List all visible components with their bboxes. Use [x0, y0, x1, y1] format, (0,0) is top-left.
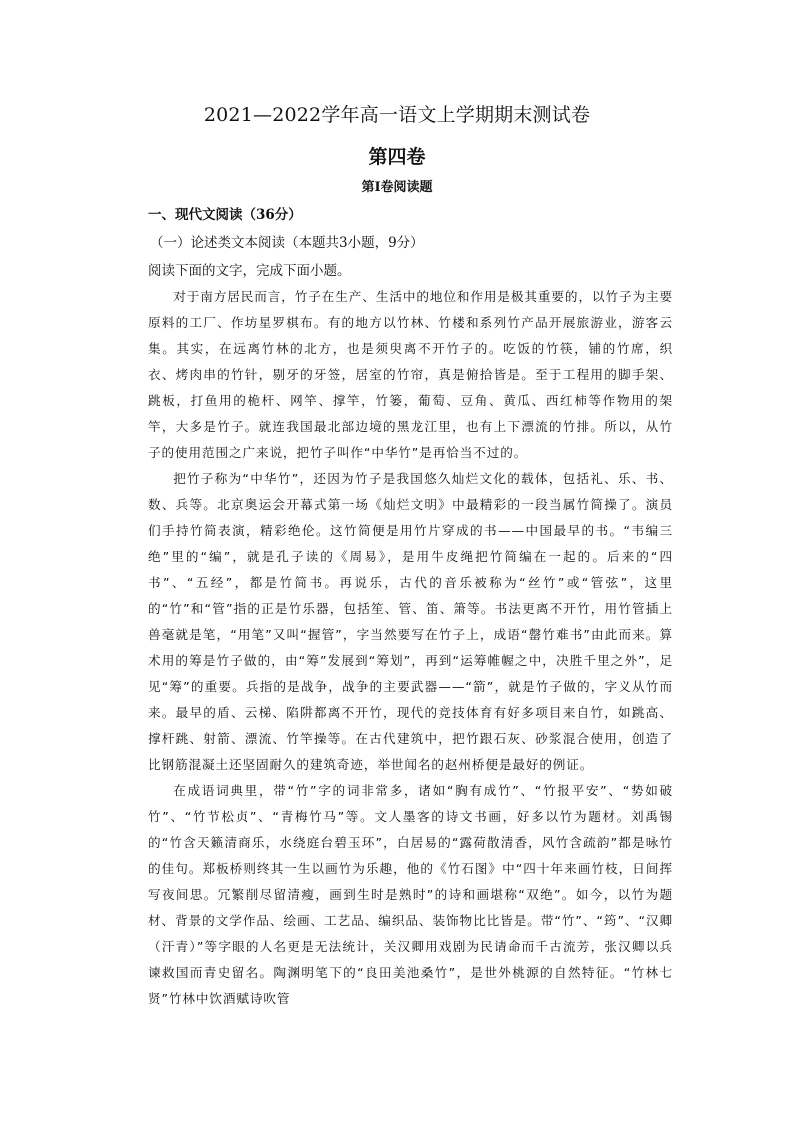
subvolume-heading: 第Ⅰ卷阅读题: [361, 180, 433, 195]
passage-paragraph: 在成语词典里，带“竹”字的词非常多，诸如“胸有成竹”、“竹报平安”、“势如破竹”、“竹节松贞”、“青梅竹马”等。文人墨客的诗文书画，好多以竹为题材。刘禹锡的“竹含天籁清商乐，水绕庭台碧玉环”，白居易的“露荷散清香，风竹含疏韵”都是咏竹的佳句。郑板桥则终其一生以画竹为乐趣，他的《竹石图》中“四十年来画竹枝，日间挥写夜间思。冗繁削尽留清瘦，画到生时是熟时”的诗和画堪称“双绝”。如今，以竹为题材、背景的文学作品、绘画、工艺品、编织品、装饰物比比皆是。带“竹”、“筠”、“汉卿（汗青）”等字眼的人名更是无法统计，关汉卿用戏剧为民请命而千古流芳，张汉卿以兵谏救国而青史留名。陶渊明笔下的“良田美池桑竹”，是世外桃源的自然特征。“竹林七贤”竹林中饮酒赋诗吹管: [148, 783, 673, 1006]
exam-title: 2021—2022学年高一语文上学期期末测试卷: [203, 104, 591, 126]
reading-instruction: 阅读下面的文字，完成下面小题。: [148, 263, 351, 279]
volume-heading: 第四卷: [368, 146, 426, 168]
reading-passage: [148, 284, 673, 1012]
passage-paragraph: 对于南方居民而言，竹子在生产、生活中的地位和作用是极其重要的，以竹子为主要原料的工厂、作坊星罗棋布。有的地方以竹林、竹楼和系列竹产品开展旅游业，游客云集。其实，在远离竹林的北方，也是须臾离不开竹子的。吃饭的竹筷，铺的竹席，织衣、烤肉串的竹针，剔牙的牙签，居室的竹帘，真是俯拾皆是。至于工程用的脚手架、跳板，打鱼用的桅杆、网竿、撑竿，竹篓，葡萄、豆角、黄瓜、西红柿等作物用的架竿，大多是竹子。就连我国最北部边境的黑龙江里，也有上下漂流的竹排。所以，从竹子的使用范围之广来说，把竹子叫作“中华竹”是再恰当不过的。: [148, 289, 673, 460]
subsection-heading: （一）论述类文本阅读（本题共3小题，9分）: [150, 235, 424, 251]
passage-paragraph: 把竹子称为“中华竹”，还因为竹子是我国悠久灿烂文化的载体，包括礼、乐、书、数、兵等。北京奥运会开幕式第一场《灿烂文明》中最精彩的一段当属竹简操了。演员们手持竹简表演，精彩绝伦。这竹简便是用竹片穿成的书——中国最早的书。“韦编三绝”里的“编”，就是孔子读的《周易》，是用牛皮绳把竹简编在一起的。后来的“四书”、“五经”，都是竹简书。再说乐，古代的音乐被称为“丝竹”或“管弦”，这里的“竹”和“管”指的正是竹乐器，包括笙、管、笛、箫等。书法更离不开竹，用竹管插上兽毫就是笔，“用笔”又叫“握管”，字当然要写在竹子上，成语“罄竹难书”由此而来。算术用的筹是竹子做的，由“筹”发展到“筹划”，再到“运筹帷幄之中，决胜千里之外”，足见“筹”的重要。兵指的是战争，战争的主要武器——“箭”，就是竹子做的，字义从竹而来。最早的盾、云梯、陷阱都离不开竹，现代的竞技体育有好多项目来自竹，如跳高、撑杆跳、射箭、漂流、竹竿操等。在古代建筑中，把竹跟石灰、砂浆混合使用，创造了比钢筋混凝土还坚固耐久的建筑奇迹，举世闻名的赵州桥便是最好的例证。: [148, 471, 673, 772]
section-heading: 一、现代文阅读（36分）: [148, 207, 302, 223]
